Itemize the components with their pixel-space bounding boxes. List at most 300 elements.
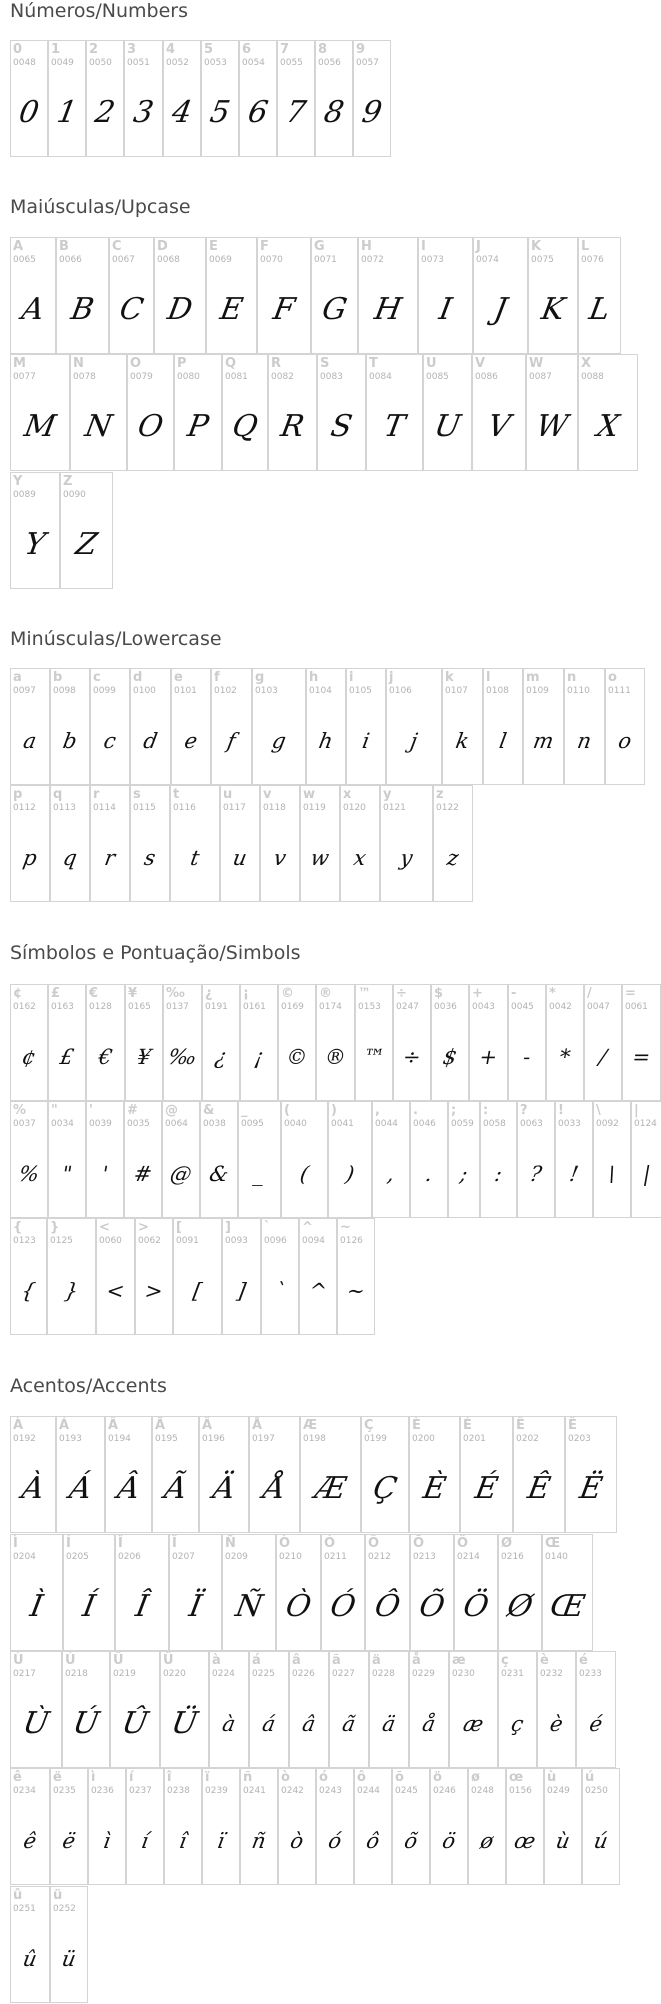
glyph-script-sample: õ xyxy=(402,1828,420,1853)
glyph-cell-upcase-0072 xyxy=(358,237,418,354)
glyph-script-sample: 0 xyxy=(16,95,42,130)
glyph-code-label: 0195 xyxy=(155,1434,178,1444)
glyph-code-label: 0224 xyxy=(212,1669,235,1679)
glyph-code-label: 0241 xyxy=(243,1786,266,1796)
glyph-script-sample: ‰ xyxy=(166,1044,199,1069)
glyph-character-label: à xyxy=(212,1653,221,1668)
glyph-character-label: ú xyxy=(585,1770,595,1785)
glyph-script-sample: Æ xyxy=(312,1471,349,1506)
glyph-character-label: d xyxy=(133,670,143,685)
glyph-code-label: 0174 xyxy=(319,1002,342,1012)
glyph-script-sample: œ xyxy=(512,1828,538,1853)
glyph-script-sample: j xyxy=(408,728,420,753)
glyph-cell-numbers-0049 xyxy=(48,40,86,157)
glyph-code-label: 0126 xyxy=(340,1236,363,1246)
glyph-cell-upcase-0066 xyxy=(56,237,109,354)
glyph-cell-accents-0250 xyxy=(582,1768,620,1885)
glyph-code-label: 0100 xyxy=(133,686,156,696)
glyph-cell-upcase-0070 xyxy=(257,237,311,354)
glyph-character-label: î xyxy=(167,1770,172,1785)
glyph-character-label: ^ xyxy=(302,1220,313,1235)
glyph-character-label: g xyxy=(255,670,265,685)
glyph-script-sample: î xyxy=(177,1828,189,1853)
glyph-cell-upcase-0082 xyxy=(268,354,317,471)
glyph-code-label: 0099 xyxy=(93,686,116,696)
glyph-character-label: R xyxy=(271,356,282,371)
section-title-lowercase: Minúsculas/Lowercase xyxy=(10,628,222,650)
glyph-cell-symbols-0036 xyxy=(431,984,469,1101)
glyph-cell-symbols-0063 xyxy=(517,1101,555,1218)
glyph-code-label: 0054 xyxy=(242,58,265,68)
glyph-character-label: ë xyxy=(53,1770,62,1785)
glyph-code-label: 0060 xyxy=(99,1236,122,1246)
glyph-character-label: D xyxy=(157,239,168,254)
glyph-code-label: 0067 xyxy=(112,255,135,265)
glyph-script-sample: , xyxy=(385,1161,397,1186)
glyph-cell-symbols-0042 xyxy=(546,984,584,1101)
glyph-cell-upcase-0090 xyxy=(60,472,113,589)
glyph-script-sample: w xyxy=(308,845,332,870)
glyph-cell-lowercase-0121 xyxy=(380,785,433,902)
glyph-cell-accents-0204 xyxy=(10,1534,63,1651)
glyph-code-label: 0163 xyxy=(51,1002,74,1012)
glyph-script-sample: © xyxy=(284,1044,310,1069)
glyph-cell-numbers-0057 xyxy=(353,40,391,157)
glyph-cell-lowercase-0107 xyxy=(442,668,483,785)
glyph-script-sample: m xyxy=(531,728,556,753)
glyph-cell-symbols-0064 xyxy=(162,1101,200,1218)
glyph-character-label: Ñ xyxy=(225,1536,236,1551)
glyph-code-label: 0052 xyxy=(166,58,189,68)
glyph-code-label: 0202 xyxy=(516,1434,539,1444)
glyph-code-label: 0079 xyxy=(130,372,153,382)
glyph-cell-accents-0201 xyxy=(460,1416,513,1533)
glyph-cell-symbols-0174 xyxy=(316,984,355,1101)
glyph-script-sample: n xyxy=(575,728,594,753)
glyph-script-sample: Q xyxy=(229,409,261,444)
glyph-code-label: 0064 xyxy=(165,1119,188,1129)
glyph-script-sample: X xyxy=(594,409,622,444)
glyph-script-sample: ò xyxy=(288,1828,306,1853)
glyph-character-label: l xyxy=(486,670,491,685)
glyph-character-label: C xyxy=(112,239,122,254)
glyph-code-label: 0206 xyxy=(118,1552,141,1562)
glyph-cell-symbols-0091 xyxy=(173,1218,222,1335)
glyph-code-label: 0085 xyxy=(426,372,449,382)
glyph-cell-symbols-0046 xyxy=(410,1101,448,1218)
glyph-code-label: 0068 xyxy=(157,255,180,265)
glyph-code-label: 0220 xyxy=(163,1669,186,1679)
glyph-script-sample: Â xyxy=(114,1471,143,1506)
glyph-script-sample: í xyxy=(139,1828,151,1853)
glyph-cell-symbols-0062 xyxy=(135,1218,173,1335)
glyph-character-label: Å xyxy=(252,1418,263,1433)
glyph-cell-accents-0224 xyxy=(209,1651,249,1768)
glyph-script-sample: e xyxy=(182,728,200,753)
glyph-cell-symbols-0162 xyxy=(10,984,48,1101)
glyph-character-label: Ç xyxy=(364,1418,374,1433)
glyph-character-label: Ï xyxy=(172,1536,177,1551)
glyph-script-sample: Ò xyxy=(283,1589,314,1624)
glyph-character-label: E xyxy=(209,239,218,254)
glyph-character-label: I xyxy=(421,239,426,254)
glyph-cell-upcase-0073 xyxy=(418,237,473,354)
glyph-script-sample: V xyxy=(485,409,513,444)
glyph-code-label: 0200 xyxy=(412,1434,435,1444)
glyph-character-label: / xyxy=(587,986,592,1001)
glyph-script-sample: = xyxy=(630,1044,653,1069)
glyph-code-label: 0090 xyxy=(63,490,86,500)
glyph-script-sample: Ú xyxy=(70,1706,102,1741)
glyph-script-sample: Ë xyxy=(576,1471,606,1506)
glyph-character-label: P xyxy=(177,356,187,371)
glyph-character-label: M xyxy=(13,356,26,371)
glyph-character-label: Z xyxy=(63,474,73,489)
glyph-cell-symbols-0034 xyxy=(48,1101,86,1218)
glyph-character-label: Ì xyxy=(13,1536,18,1551)
glyph-character-label: É xyxy=(463,1418,472,1433)
glyph-script-sample: ™ xyxy=(361,1044,387,1069)
glyph-cell-upcase-0065 xyxy=(10,237,56,354)
glyph-cell-upcase-0081 xyxy=(222,354,268,471)
glyph-script-sample: K xyxy=(538,292,568,327)
glyph-character-label: ¡ xyxy=(243,986,249,1001)
glyph-code-label: 0096 xyxy=(264,1236,287,1246)
glyph-code-label: 0137 xyxy=(166,1002,189,1012)
glyph-character-label: m xyxy=(526,670,540,685)
glyph-character-label: Ö xyxy=(457,1536,469,1551)
glyph-character-label: ù xyxy=(547,1770,557,1785)
glyph-code-label: 0109 xyxy=(526,686,549,696)
glyph-character-label: ì xyxy=(91,1770,96,1785)
glyph-cell-symbols-0041 xyxy=(328,1101,372,1218)
glyph-code-label: 0204 xyxy=(13,1552,36,1562)
glyph-code-label: 0122 xyxy=(436,803,459,813)
glyph-code-label: 0248 xyxy=(471,1786,494,1796)
glyph-character-label: c xyxy=(93,670,101,685)
glyph-character-label: ï xyxy=(205,1770,210,1785)
glyph-script-sample: ! xyxy=(567,1161,581,1186)
glyph-script-sample: æ xyxy=(461,1711,486,1736)
glyph-cell-accents-0202 xyxy=(513,1416,565,1533)
glyph-character-label: N xyxy=(73,356,84,371)
glyph-character-label: ( xyxy=(284,1103,290,1118)
glyph-code-label: 0040 xyxy=(284,1119,307,1129)
glyph-cell-accents-0246 xyxy=(430,1768,468,1885)
glyph-script-sample: 6 xyxy=(245,95,271,130)
glyph-cell-lowercase-0117 xyxy=(220,785,260,902)
glyph-cell-upcase-0089 xyxy=(10,472,60,589)
glyph-character-label: t xyxy=(173,787,180,802)
glyph-code-label: 0124 xyxy=(634,1119,657,1129)
glyph-code-label: 0091 xyxy=(176,1236,199,1246)
glyph-code-label: 0251 xyxy=(13,1904,36,1914)
glyph-code-label: 0238 xyxy=(167,1786,190,1796)
glyph-code-label: 0057 xyxy=(356,58,379,68)
glyph-code-label: 0194 xyxy=(108,1434,131,1444)
glyph-cell-symbols-0038 xyxy=(200,1101,238,1218)
glyph-cell-symbols-0169 xyxy=(278,984,316,1101)
glyph-character-label: s xyxy=(133,787,141,802)
glyph-character-label: Î xyxy=(118,1536,123,1551)
section-title-upcase: Maiúsculas/Upcase xyxy=(10,196,191,218)
glyph-code-label: 0075 xyxy=(531,255,554,265)
glyph-script-sample: ¿ xyxy=(213,1044,229,1069)
glyph-code-label: 0097 xyxy=(13,686,36,696)
glyph-code-label: 0042 xyxy=(549,1002,572,1012)
glyph-code-label: 0196 xyxy=(202,1434,225,1444)
glyph-code-label: 0209 xyxy=(225,1552,248,1562)
glyph-script-sample: ì xyxy=(101,1828,113,1853)
glyph-character-label: Q xyxy=(225,356,237,371)
glyph-script-sample: l xyxy=(497,728,509,753)
glyph-script-sample: ã xyxy=(340,1711,358,1736)
glyph-script-sample: < xyxy=(104,1278,127,1303)
glyph-cell-symbols-0035 xyxy=(124,1101,162,1218)
glyph-script-sample: c xyxy=(101,728,118,753)
glyph-cell-upcase-0087 xyxy=(526,354,578,471)
glyph-cell-symbols-0247 xyxy=(393,984,431,1101)
glyph-character-label: % xyxy=(13,1103,27,1118)
glyph-cell-upcase-0080 xyxy=(174,354,222,471)
glyph-code-label: 0113 xyxy=(53,803,76,813)
glyph-cell-lowercase-0114 xyxy=(90,785,130,902)
glyph-cell-upcase-0067 xyxy=(109,237,154,354)
glyph-code-label: 0162 xyxy=(13,1002,36,1012)
glyph-cell-accents-0203 xyxy=(565,1416,617,1533)
glyph-script-sample: g xyxy=(270,728,288,753)
glyph-cell-numbers-0054 xyxy=(239,40,277,157)
glyph-code-label: 0111 xyxy=(608,686,631,696)
glyph-character-label: ; xyxy=(451,1103,457,1118)
glyph-script-sample: t xyxy=(188,845,202,870)
glyph-script-sample: T xyxy=(381,409,408,444)
glyph-script-sample: \ xyxy=(606,1161,618,1186)
glyph-code-label: 0252 xyxy=(53,1904,76,1914)
glyph-cell-accents-0234 xyxy=(10,1768,50,1885)
glyph-character-label: _ xyxy=(241,1103,248,1118)
glyph-character-label: ) xyxy=(331,1103,337,1118)
glyph-script-sample: p xyxy=(21,845,39,870)
glyph-cell-upcase-0084 xyxy=(366,354,423,471)
glyph-cell-accents-0226 xyxy=(289,1651,329,1768)
glyph-character-label: 5 xyxy=(204,42,214,57)
glyph-code-label: 0118 xyxy=(263,803,286,813)
glyph-script-sample: Ô xyxy=(372,1589,403,1624)
glyph-code-label: 0207 xyxy=(172,1552,195,1562)
glyph-character-label: { xyxy=(13,1220,23,1235)
glyph-script-sample: B xyxy=(68,292,97,327)
glyph-cell-accents-0239 xyxy=(202,1768,240,1885)
glyph-character-label: , xyxy=(375,1103,380,1118)
glyph-code-label: 0233 xyxy=(579,1669,602,1679)
glyph-code-label: 0246 xyxy=(433,1786,456,1796)
glyph-character-label: ø xyxy=(471,1770,480,1785)
glyph-script-sample: r xyxy=(102,845,118,870)
glyph-character-label: ? xyxy=(520,1103,528,1118)
glyph-cell-accents-0212 xyxy=(365,1534,410,1651)
glyph-cell-accents-0210 xyxy=(276,1534,321,1651)
glyph-character-label: [ xyxy=(176,1220,182,1235)
glyph-code-label: 0192 xyxy=(13,1434,36,1444)
glyph-code-label: 0098 xyxy=(53,686,76,696)
glyph-character-label: * xyxy=(549,986,556,1001)
glyph-code-label: 0128 xyxy=(89,1002,112,1012)
glyph-cell-accents-0209 xyxy=(222,1534,276,1651)
glyph-script-sample: À xyxy=(19,1471,47,1506)
glyph-code-label: 0102 xyxy=(214,686,237,696)
glyph-cell-accents-0206 xyxy=(115,1534,169,1651)
glyph-character-label: ã xyxy=(332,1653,341,1668)
glyph-code-label: 0119 xyxy=(303,803,326,813)
glyph-character-label: x xyxy=(343,787,352,802)
glyph-code-label: 0083 xyxy=(320,372,343,382)
glyph-character-label: ! xyxy=(558,1103,564,1118)
glyph-cell-lowercase-0111 xyxy=(605,668,645,785)
glyph-character-label: + xyxy=(472,986,483,1001)
glyph-code-label: 0043 xyxy=(472,1002,495,1012)
glyph-code-label: 0047 xyxy=(587,1002,610,1012)
glyph-code-label: 0156 xyxy=(509,1786,532,1796)
glyph-script-sample: h xyxy=(317,728,335,753)
glyph-script-sample: Í xyxy=(79,1589,99,1624)
glyph-code-label: 0094 xyxy=(302,1236,325,1246)
glyph-cell-symbols-0043 xyxy=(469,984,508,1101)
glyph-code-label: 0243 xyxy=(319,1786,342,1796)
glyph-script-sample: ü xyxy=(60,1946,78,1971)
glyph-cell-lowercase-0100 xyxy=(130,668,171,785)
glyph-code-label: 0088 xyxy=(581,372,604,382)
glyph-character-label: Ù xyxy=(13,1653,24,1668)
glyph-cell-symbols-0128 xyxy=(86,984,125,1101)
glyph-code-label: 0237 xyxy=(129,1786,152,1796)
glyph-cell-symbols-0061 xyxy=(622,984,661,1101)
glyph-cell-accents-0232 xyxy=(537,1651,576,1768)
glyph-script-sample: f xyxy=(225,728,238,753)
glyph-script-sample: Œ xyxy=(547,1589,588,1624)
glyph-cell-symbols-0126 xyxy=(337,1218,375,1335)
glyph-script-sample: } xyxy=(62,1278,81,1303)
glyph-cell-lowercase-0098 xyxy=(50,668,90,785)
glyph-script-sample: S xyxy=(328,409,355,444)
glyph-script-sample: # xyxy=(132,1161,154,1186)
glyph-script-sample: C xyxy=(116,292,147,327)
glyph-code-label: 0212 xyxy=(368,1552,391,1562)
glyph-cell-lowercase-0112 xyxy=(10,785,50,902)
glyph-code-label: 0034 xyxy=(51,1119,74,1129)
glyph-character-label: ‰ xyxy=(166,986,185,1001)
glyph-cell-symbols-0092 xyxy=(593,1101,631,1218)
glyph-script-sample: ê xyxy=(21,1828,39,1853)
glyph-cell-lowercase-0106 xyxy=(386,668,442,785)
glyph-code-label: 0247 xyxy=(396,1002,419,1012)
glyph-script-sample: R xyxy=(278,409,307,444)
glyph-script-sample: ? xyxy=(528,1161,544,1186)
glyph-character-label: X xyxy=(581,356,592,371)
glyph-script-sample: Ç xyxy=(370,1471,400,1506)
glyph-code-label: 0080 xyxy=(177,372,200,382)
glyph-cell-upcase-0076 xyxy=(578,237,621,354)
glyph-code-label: 0049 xyxy=(51,58,74,68)
glyph-cell-accents-0218 xyxy=(62,1651,110,1768)
glyph-cell-accents-0244 xyxy=(354,1768,392,1885)
glyph-character-label: Ø xyxy=(501,1536,513,1551)
glyph-code-label: 0070 xyxy=(260,255,283,265)
glyph-script-sample: Î xyxy=(132,1589,152,1624)
glyph-character-label: ` xyxy=(264,1220,271,1235)
glyph-character-label: è xyxy=(540,1653,549,1668)
glyph-character-label: Ä xyxy=(202,1418,213,1433)
glyph-script-sample: Ì xyxy=(27,1589,46,1624)
glyph-script-sample: + xyxy=(477,1044,500,1069)
glyph-character-label: Ò xyxy=(279,1536,291,1551)
glyph-code-label: 0117 xyxy=(223,803,246,813)
glyph-code-label: 0087 xyxy=(529,372,552,382)
glyph-code-label: 0076 xyxy=(581,255,604,265)
glyph-character-label: < xyxy=(99,1220,110,1235)
glyph-script-sample: E xyxy=(217,292,246,327)
glyph-cell-symbols-0045 xyxy=(508,984,546,1101)
glyph-cell-symbols-0094 xyxy=(299,1218,337,1335)
glyph-script-sample: o xyxy=(616,728,634,753)
glyph-code-label: 0065 xyxy=(13,255,36,265)
glyph-script-sample: ~ xyxy=(345,1278,367,1303)
glyph-character-label: & xyxy=(203,1103,215,1118)
glyph-code-label: 0033 xyxy=(558,1119,581,1129)
glyph-code-label: 0123 xyxy=(13,1236,36,1246)
glyph-character-label: 4 xyxy=(166,42,176,57)
glyph-cell-upcase-0077 xyxy=(10,354,70,471)
glyph-character-label: j xyxy=(389,670,394,685)
glyph-code-label: 0066 xyxy=(59,255,82,265)
glyph-script-sample: H xyxy=(371,292,405,327)
glyph-script-sample: v xyxy=(271,845,289,870)
glyph-script-sample: q xyxy=(61,845,79,870)
glyph-code-label: 0140 xyxy=(545,1552,568,1562)
glyph-script-sample: s xyxy=(142,845,158,870)
glyph-cell-upcase-0079 xyxy=(127,354,174,471)
glyph-code-label: 0121 xyxy=(383,803,406,813)
glyph-cell-numbers-0056 xyxy=(315,40,353,157)
glyph-script-sample: J xyxy=(491,292,510,327)
glyph-script-sample: Ä xyxy=(210,1471,238,1506)
glyph-script-sample: : xyxy=(492,1161,505,1186)
glyph-character-label: ¿ xyxy=(205,986,213,1001)
glyph-code-label: 0050 xyxy=(89,58,112,68)
glyph-cell-accents-0216 xyxy=(498,1534,542,1651)
glyph-character-label: V xyxy=(475,356,486,371)
glyph-character-label: õ xyxy=(395,1770,404,1785)
glyph-character-label: k xyxy=(445,670,454,685)
glyph-character-label: À xyxy=(13,1418,24,1433)
glyph-code-label: 0210 xyxy=(279,1552,302,1562)
glyph-code-label: 0105 xyxy=(349,686,372,696)
glyph-code-label: 0037 xyxy=(13,1119,36,1129)
glyph-cell-symbols-0044 xyxy=(372,1101,410,1218)
glyph-character-label: ] xyxy=(225,1220,231,1235)
glyph-code-label: 0072 xyxy=(361,255,384,265)
glyph-script-sample: Y xyxy=(22,527,48,562)
glyph-cell-symbols-0047 xyxy=(584,984,622,1101)
glyph-cell-accents-0217 xyxy=(10,1651,62,1768)
glyph-cell-numbers-0052 xyxy=(163,40,201,157)
glyph-character-label: 0 xyxy=(13,42,23,57)
glyph-cell-upcase-0085 xyxy=(423,354,472,471)
glyph-character-label: K xyxy=(531,239,542,254)
glyph-script-sample: 2 xyxy=(92,95,118,130)
glyph-cell-accents-0199 xyxy=(361,1416,409,1533)
glyph-character-label: ò xyxy=(281,1770,290,1785)
